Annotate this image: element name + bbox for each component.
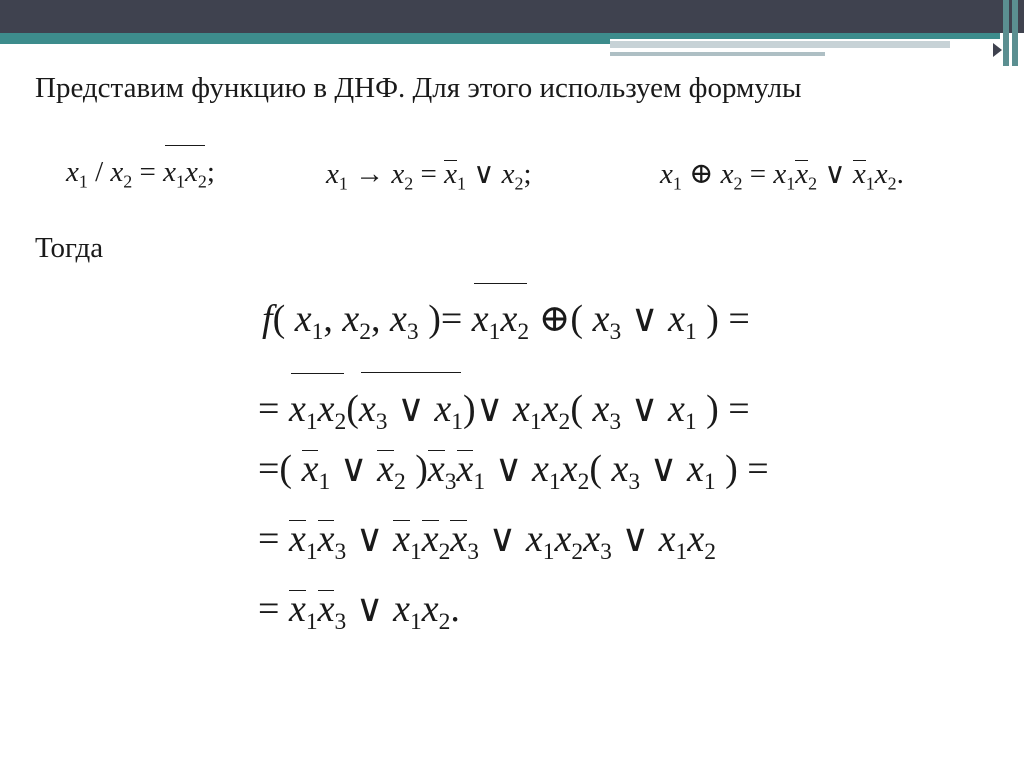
derivation-line-5: = $x_1x_3$ ∨ $x_1x_2$. — [258, 588, 460, 636]
header-light-band — [610, 41, 950, 48]
derivation-line-4: = $x_1x_3$ ∨ $x_1x_2x_3$ ∨ $x_1x_2x_3$ ∨ $x_1x_2$ — [258, 518, 716, 566]
header-accent-band-right — [610, 33, 1000, 39]
header-stripe — [1003, 0, 1009, 66]
header-light-band-thin — [610, 52, 825, 56]
header-band — [0, 0, 1024, 33]
derivation-line-1: f( $x_1$, $x_2$, $x_3$ )= $x_1x_2$ ⊕( $x_3$ ∨ $x_1$ ) = — [262, 298, 750, 346]
formula-implication: $x_1 \to x_2 = x_1$ ∨ $x_2$; — [326, 158, 532, 194]
intro-text: Представим функцию в ДНФ. Для этого используем формулы — [35, 72, 802, 104]
formula-xor: $x_1$ ⊕ $x_2 = x_1x_2$ ∨ $x_1x_2$. — [660, 158, 904, 194]
header-stripe — [1012, 0, 1018, 66]
then-text: Тогда — [35, 232, 104, 264]
derivation-line-3: =( $x_1$ ∨ $x_2$ )$x_3x_1$ ∨ $x_1x_2$( $x_3$ ∨ $x_1$ ) = — [258, 448, 769, 496]
header-accent-band — [0, 33, 610, 44]
derivation-line-2: = $x_1x_2(x_3$ ∨ $x_1)\vee$ $x_1x_2$( $x_3$ ∨ $x_1$ ) = — [258, 388, 750, 436]
slide-arrow-icon — [993, 43, 1002, 57]
formula-sheffer: $x_1 / x_2 = x_1x_2$; — [66, 156, 215, 192]
